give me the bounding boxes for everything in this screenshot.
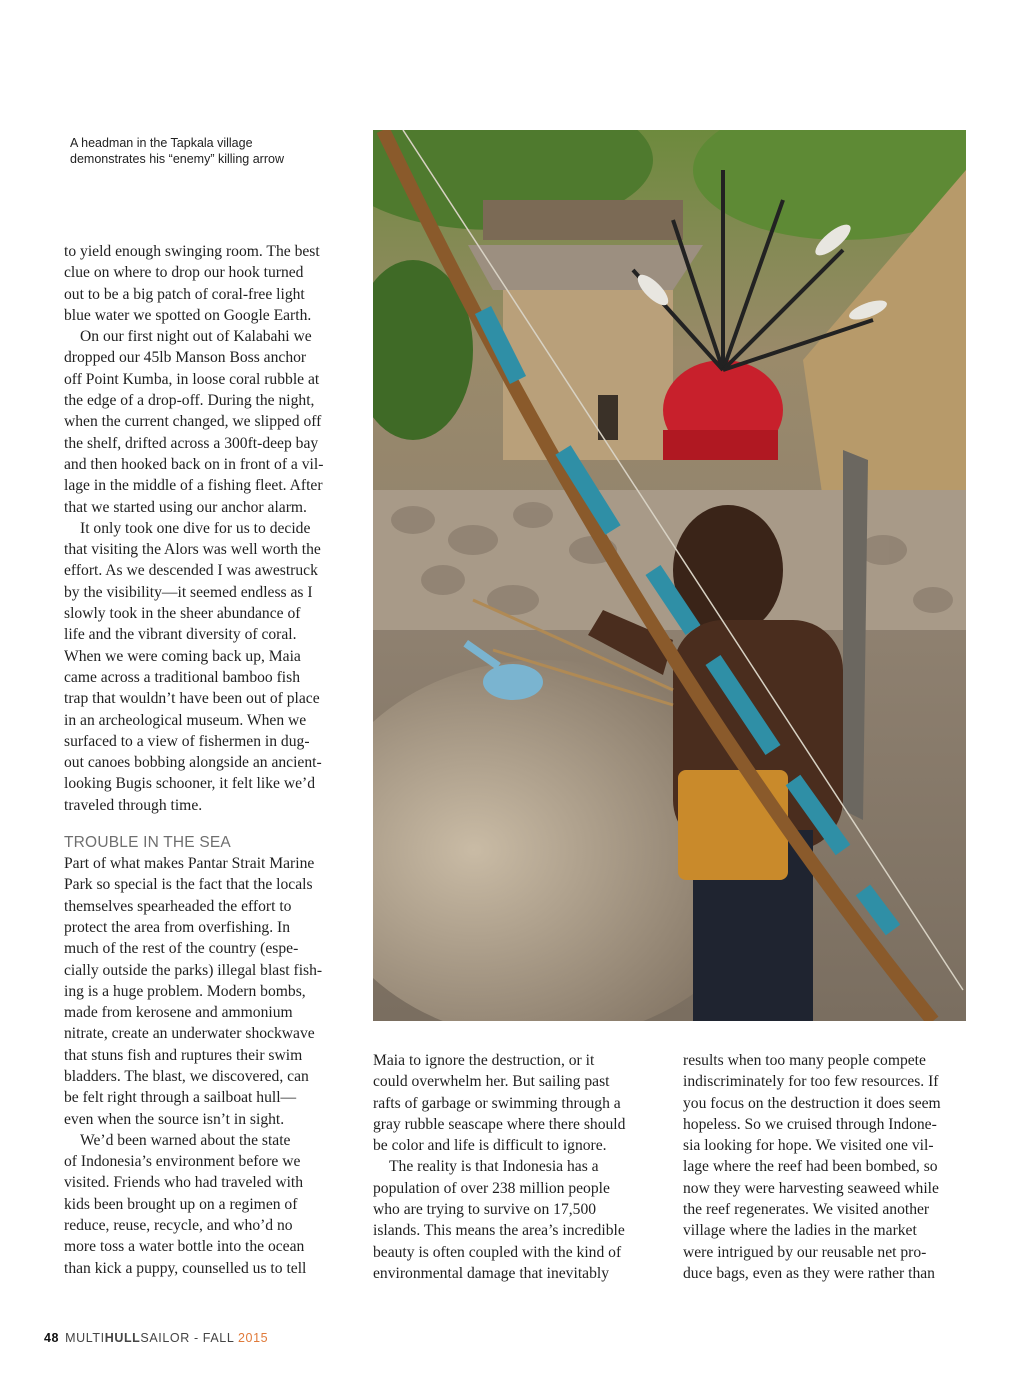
text-line: life and the vibrant diversity of coral. bbox=[64, 626, 297, 644]
text-column-3 bbox=[683, 1050, 973, 1284]
magazine-name-prefix: MULTI bbox=[65, 1331, 105, 1345]
text-line: clue on where to drop our hook turned bbox=[64, 264, 304, 282]
paragraph bbox=[373, 1156, 663, 1284]
text-line: now they were harvesting seaweed while bbox=[683, 1179, 939, 1197]
text-line: than kick a puppy, counselled us to tell bbox=[64, 1259, 307, 1277]
text-line: looking Bugis schooner, it felt like we’d bbox=[64, 775, 315, 793]
text-line: The reality is that Indonesia has a bbox=[389, 1158, 599, 1176]
paragraph bbox=[64, 1130, 354, 1279]
text-line: dropped our 45lb Manson Boss anchor bbox=[64, 349, 307, 367]
text-line: reduce, reuse, recycle, and who’d no bbox=[64, 1217, 293, 1235]
text-line: you focus on the destruction it does seem bbox=[683, 1094, 941, 1112]
text-line: made from kerosene and ammonium bbox=[64, 1004, 293, 1022]
page-number: 48 bbox=[44, 1331, 60, 1345]
text-line: that visiting the Alors was well worth the bbox=[64, 541, 321, 559]
text-line: We’d been warned about the state bbox=[80, 1131, 291, 1149]
text-line: trap that wouldn’t have been out of place bbox=[64, 690, 320, 708]
text-line: ing is a huge problem. Modern bombs, bbox=[64, 982, 306, 1000]
page-footer bbox=[44, 1331, 268, 1345]
photo-caption bbox=[70, 135, 350, 167]
text-line: came across a traditional bamboo fish bbox=[64, 668, 300, 686]
text-line: be felt right through a sailboat hull— bbox=[64, 1089, 297, 1107]
text-line: Park so special is the fact that the locals bbox=[64, 876, 313, 894]
text-line: when the current changed, we slipped off bbox=[64, 413, 322, 431]
text-line: sia looking for hope. We visited one vil- bbox=[683, 1137, 934, 1155]
caption-line: A headman in the Tapkala village bbox=[70, 136, 253, 150]
text-line: gray rubble seascape where there should bbox=[373, 1115, 626, 1133]
paragraph bbox=[64, 241, 354, 326]
text-line: visited. Friends who had traveled with bbox=[64, 1174, 304, 1192]
text-line: kids been brought up on a regimen of bbox=[64, 1195, 298, 1213]
issue-year: 2015 bbox=[237, 1331, 269, 1345]
paragraph bbox=[64, 326, 354, 518]
magazine-name-suffix: SAILOR bbox=[140, 1331, 190, 1345]
text-line: the shelf, drifted across a 300ft-deep bay bbox=[64, 434, 319, 452]
paragraph bbox=[64, 853, 354, 1130]
text-line: environmental damage that inevitably bbox=[373, 1264, 609, 1282]
text-line: out canoes bobbing alongside an ancient- bbox=[64, 754, 322, 772]
text-line: out to be a big patch of coral-free light bbox=[64, 285, 305, 303]
text-line: who are trying to survive on 17,500 bbox=[373, 1201, 597, 1219]
text-line: and then hooked back on in front of a vil- bbox=[64, 455, 324, 473]
text-line: by the visibility—it seemed endless as I bbox=[64, 583, 313, 601]
text-line: results when too many people compete bbox=[683, 1052, 926, 1069]
text-line: surfaced to a view of fishermen in dug- bbox=[64, 732, 310, 750]
caption-line: demonstrates his “enemy” killing arrow bbox=[70, 152, 284, 166]
text-line: nitrate, create an underwater shockwave bbox=[64, 1025, 315, 1043]
text-line: Part of what makes Pantar Strait Marine bbox=[64, 855, 315, 873]
text-line: When we were coming back up, Maia bbox=[64, 647, 301, 665]
headman-illustration bbox=[373, 130, 966, 1021]
text-line: be color and life is difficult to ignore. bbox=[373, 1137, 607, 1155]
text-line: more toss a water bottle into the ocean bbox=[64, 1238, 305, 1256]
issue-separator: - FALL bbox=[189, 1331, 238, 1345]
text-line: lage where the reef had been bombed, so bbox=[683, 1158, 938, 1176]
text-column-1 bbox=[64, 241, 354, 1279]
text-line: protect the area from overfishing. In bbox=[64, 918, 291, 936]
text-column-2 bbox=[373, 1050, 663, 1284]
text-line: effort. As we descended I was awestruck bbox=[64, 562, 318, 580]
text-line: the edge of a drop-off. During the night, bbox=[64, 392, 315, 410]
text-line: of Indonesia’s environment before we bbox=[64, 1153, 301, 1171]
text-line: bladders. The blast, we discovered, can bbox=[64, 1067, 309, 1085]
text-line: even when the source isn’t in sight. bbox=[64, 1110, 285, 1128]
section-heading: TROUBLE IN THE SEA bbox=[64, 834, 231, 852]
text-line: themselves spearheaded the effort to bbox=[64, 897, 292, 915]
text-line: could overwhelm her. But sailing past bbox=[373, 1073, 610, 1091]
text-line: were intrigued by our reusable net pro- bbox=[683, 1243, 927, 1261]
text-line: slowly took in the sheer abundance of bbox=[64, 605, 301, 623]
paragraph bbox=[64, 518, 354, 816]
text-line: blue water we spotted on Google Earth. bbox=[64, 306, 312, 324]
text-line: beauty is often coupled with the kind of bbox=[373, 1243, 622, 1261]
magazine-name-bold: HULL bbox=[104, 1331, 141, 1345]
text-line: much of the rest of the country (espe- bbox=[64, 940, 299, 958]
text-line: Maia to ignore the destruction, or it bbox=[373, 1052, 595, 1069]
text-line: that stuns fish and ruptures their swim bbox=[64, 1046, 303, 1064]
text-line: the reef regenerates. We visited another bbox=[683, 1201, 930, 1219]
text-line: in an archeological museum. When we bbox=[64, 711, 307, 729]
paragraph bbox=[373, 1050, 663, 1156]
text-line: lage in the middle of a fishing fleet. After bbox=[64, 477, 323, 495]
text-line: traveled through time. bbox=[64, 796, 203, 814]
text-line: off Point Kumba, in loose coral rubble at bbox=[64, 370, 320, 388]
headman-photo bbox=[373, 130, 966, 1021]
text-line: to yield enough swinging room. The best bbox=[64, 243, 320, 260]
text-line: village where the ladies in the market bbox=[683, 1222, 917, 1240]
text-line: population of over 238 million people bbox=[373, 1179, 610, 1197]
text-line: On our first night out of Kalabahi we bbox=[80, 328, 312, 346]
paragraph bbox=[683, 1050, 973, 1284]
text-line: It only took one dive for us to decide bbox=[80, 519, 311, 537]
text-line: rafts of garbage or swimming through a bbox=[373, 1094, 621, 1112]
text-line: duce bags, even as they were rather than bbox=[683, 1264, 935, 1282]
text-line: islands. This means the area’s incredible bbox=[373, 1222, 625, 1240]
text-line: indiscriminately for too few resources. If bbox=[683, 1073, 939, 1091]
text-line: hopeless. So we cruised through Indone- bbox=[683, 1115, 937, 1133]
text-line: that we started using our anchor alarm. bbox=[64, 498, 307, 516]
text-line: cially outside the parks) illegal blast fish- bbox=[64, 961, 323, 979]
